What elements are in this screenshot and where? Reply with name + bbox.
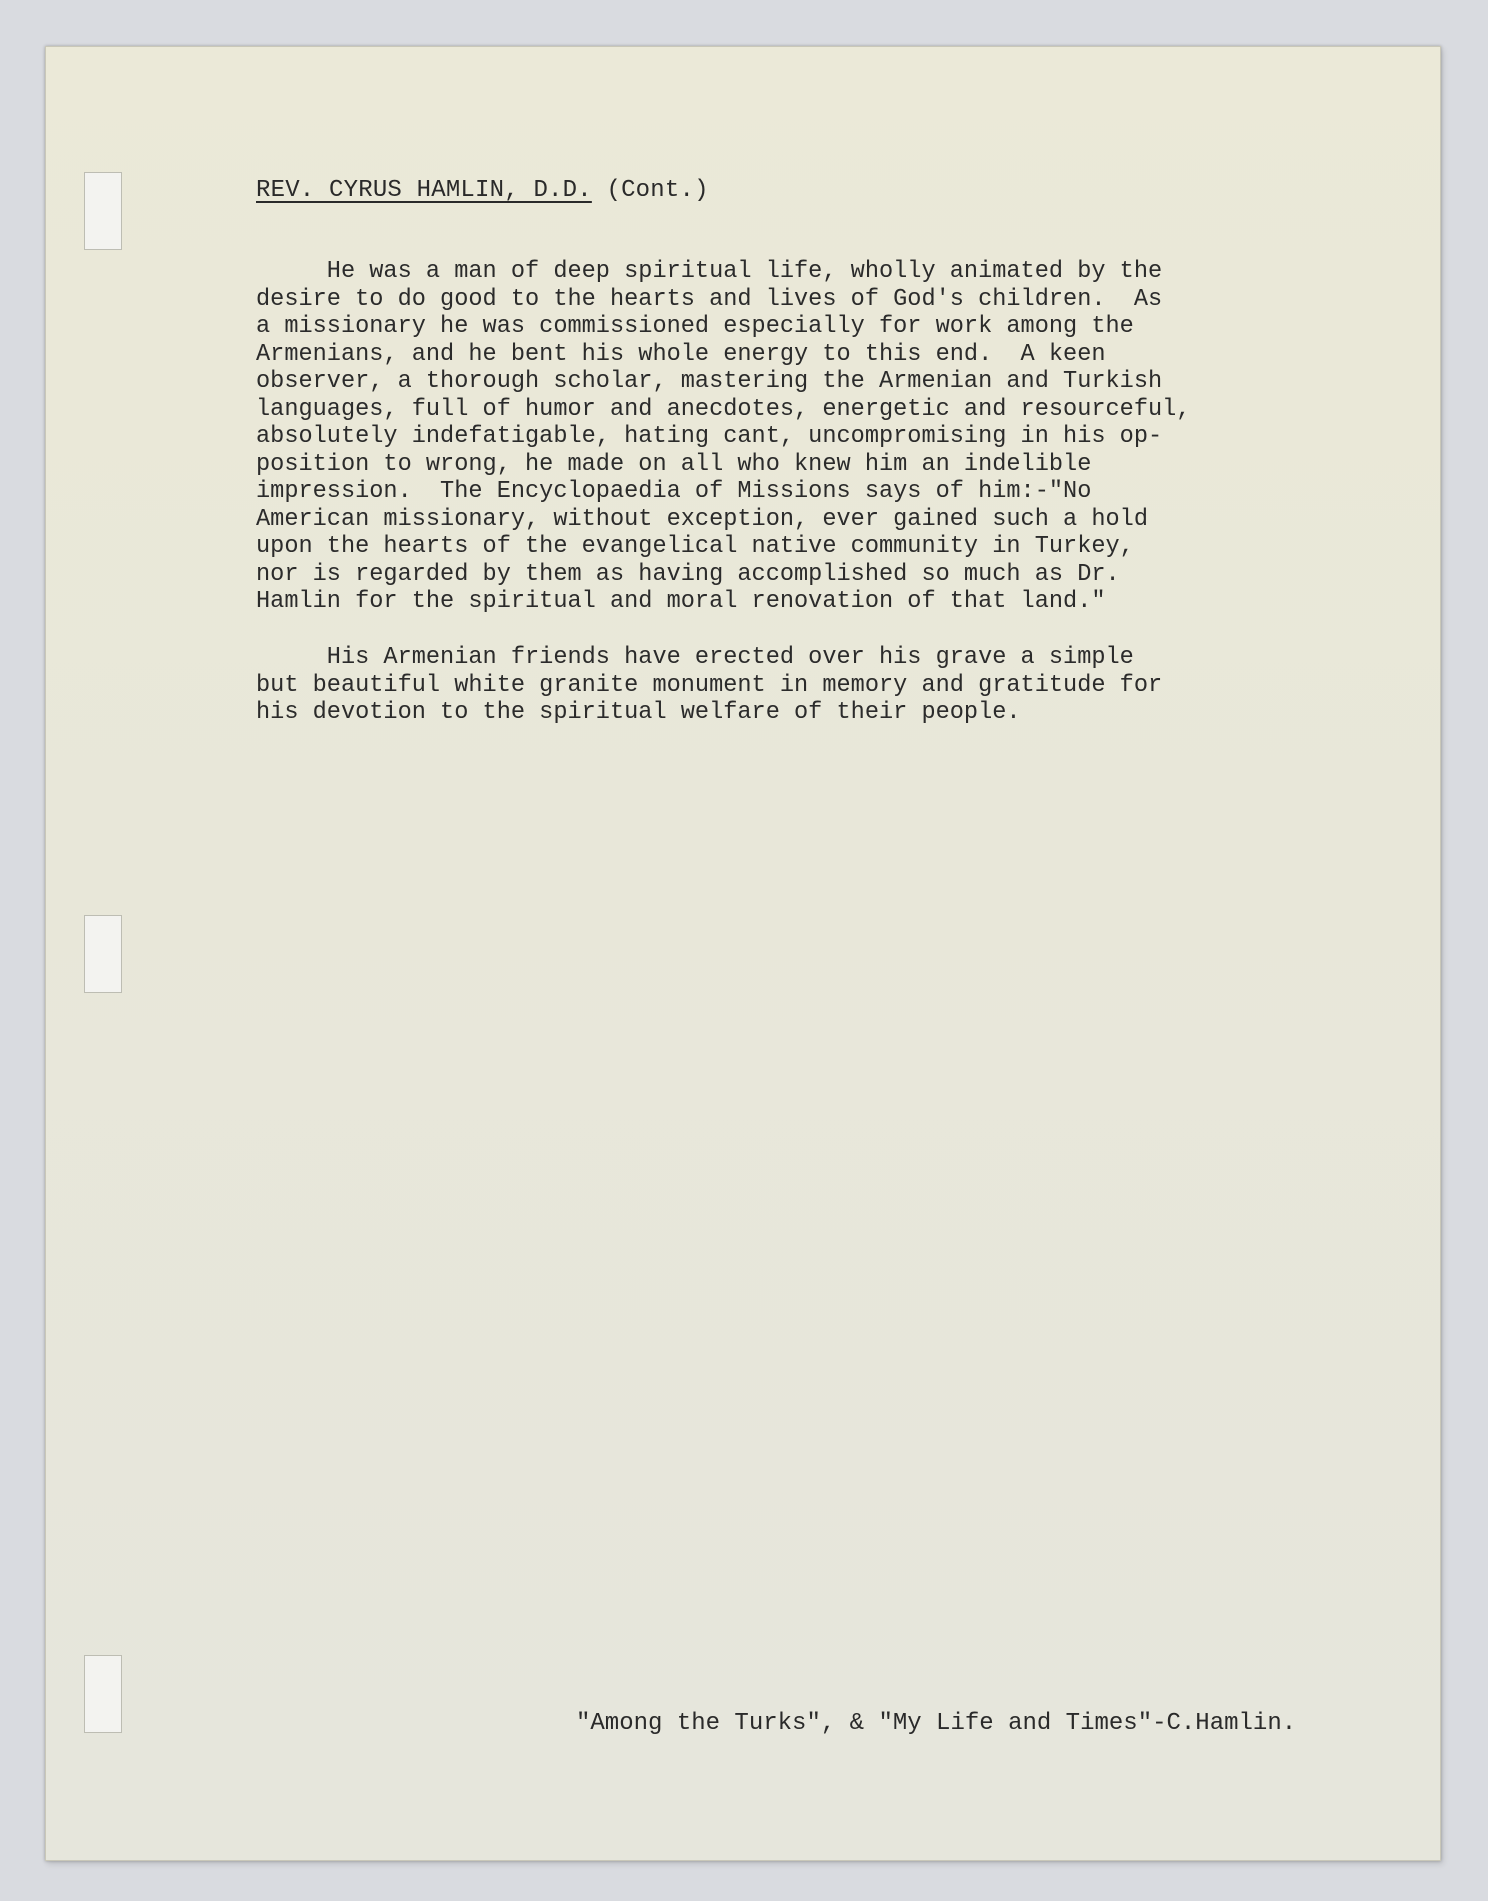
document-page — [45, 46, 1441, 1861]
page-heading — [256, 177, 709, 204]
paragraph-2 — [256, 644, 1376, 727]
text-line: desire to do good to the hearts and lives of God's children. As — [256, 285, 1163, 313]
text-line: a missionary he was commissioned especially for work among the — [256, 313, 1134, 340]
text-line: He was a man of deep spiritual life, wholly animated by the — [256, 258, 1163, 285]
text-line: but beautiful white granite monument in memory and gratitude for — [256, 671, 1163, 699]
text-line: his devotion to the spiritual welfare of their people. — [256, 699, 1021, 726]
text-line: nor is regarded by them as having accomplished so much as Dr. — [256, 560, 1120, 588]
heading-suffix: (Cont.) — [606, 177, 709, 204]
text-line: impression. The Encyclopaedia of Missions says of him:-"No — [256, 478, 1092, 505]
text-line: Armenians, and he bent his whole energy to this end. A keen — [256, 340, 1106, 368]
citation: "Among the Turks", & "My Life and Times"-C.Hamlin. — [576, 1710, 1297, 1737]
text-line: languages, full of humor and anecdotes, energetic and resourceful, — [256, 395, 1191, 423]
paragraph-1 — [256, 258, 1376, 616]
text-line: His Armenian friends have erected over his grave a simple — [256, 644, 1134, 671]
heading-title: REV. CYRUS HAMLIN, D.D. — [256, 177, 592, 204]
binder-hole-reinforcement — [84, 915, 122, 993]
text-line: upon the hearts of the evangelical native community in Turkey, — [256, 533, 1134, 560]
text-line: observer, a thorough scholar, mastering the Armenian and Turkish — [256, 368, 1163, 395]
text-line: American missionary, without exception, ever gained such a hold — [256, 505, 1148, 533]
binder-hole-reinforcement — [84, 1655, 122, 1733]
text-line: Hamlin for the spiritual and moral renovation of that land." — [256, 588, 1106, 615]
text-line: absolutely indefatigable, hating cant, uncompromising in his op- — [256, 423, 1163, 450]
binder-hole-reinforcement — [84, 172, 122, 250]
text-line: position to wrong, he made on all who knew him an indelible — [256, 450, 1092, 478]
